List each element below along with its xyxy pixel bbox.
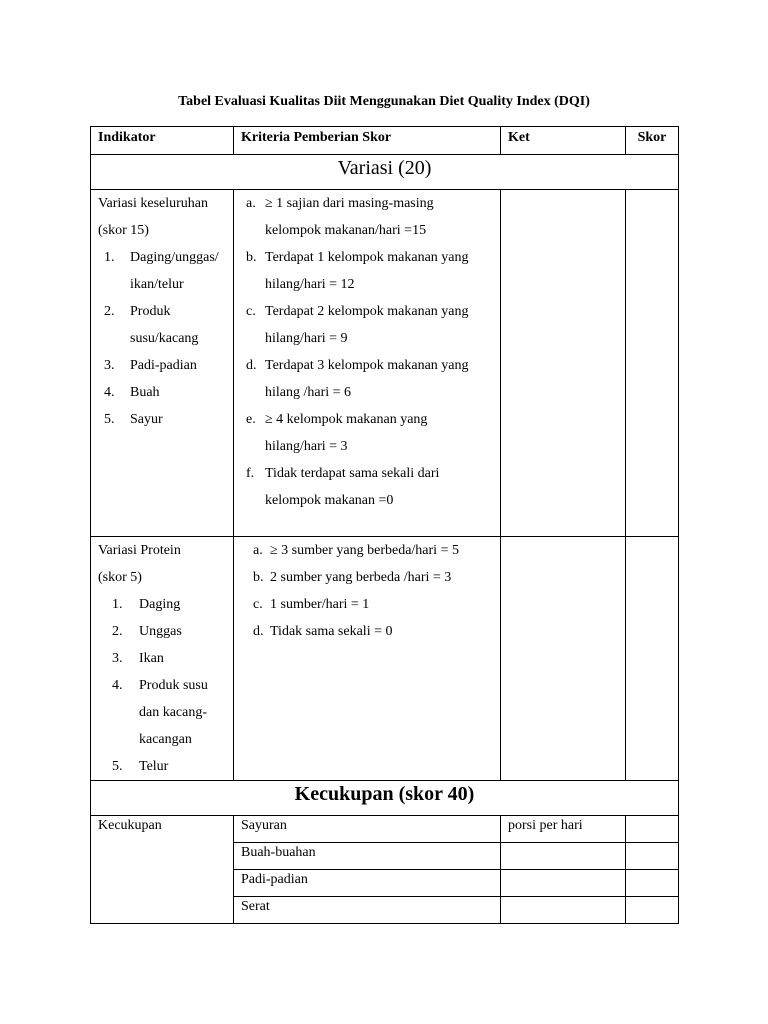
list-item [241,537,493,564]
indikator-label: Variasi Protein [98,543,181,558]
list-letter: c. [253,597,263,612]
indikator-skor: (skor 15) [98,223,149,238]
table-row-variasi-keseluruhan [91,190,679,537]
list-number: 1. [104,250,115,265]
list-text-cont: kelompok makanan/hari =15 [265,223,427,238]
skor-cell [626,870,679,897]
list-text: Padi-padian [130,358,197,373]
ket-cell [501,870,626,897]
list-letter: e. [246,412,256,427]
list-text: ≥ 3 sumber yang berbeda/hari = 5 [270,543,459,558]
indikator-list [98,591,226,780]
list-item [98,379,226,406]
list-text-cont: hilang/hari = 12 [265,277,355,292]
kecukupan-item: Sayuran [234,816,501,843]
header-kriteria: Kriteria Pemberian Skor [234,127,501,155]
skor-cell [626,843,679,870]
list-item [98,244,226,298]
list-text: Ikan [139,651,164,666]
table-row-kecukupan-1 [91,816,679,843]
list-text: Buah [130,385,160,400]
list-item [241,564,493,591]
list-text: Terdapat 3 kelompok makanan yang [265,358,469,373]
list-letter: a. [253,543,263,558]
kecukupan-item: Serat [234,897,501,924]
list-text-cont: hilang/hari = 9 [265,331,348,346]
list-item [241,190,493,244]
indikator-label: Variasi keseluruhan [98,196,209,211]
list-text: Terdapat 1 kelompok makanan yang [265,250,469,265]
list-number: 4. [112,678,123,693]
section-title-kecukupan: Kecukupan (skor 40) [91,781,679,816]
list-text: Produk susu [139,678,208,693]
list-letter: c. [246,304,256,319]
list-text-cont: hilang/hari = 3 [265,439,348,454]
dqi-evaluation-table [90,126,679,924]
indikator-skor: (skor 5) [98,570,142,585]
section-row-variasi [91,155,679,190]
list-letter: b. [253,570,264,585]
header-skor: Skor [626,127,679,155]
list-text: ≥ 1 sajian dari masing-masing [265,196,434,211]
list-item [98,298,226,352]
list-number: 1. [112,597,123,612]
skor-cell [626,897,679,924]
header-ket: Ket [501,127,626,155]
ket-cell [501,897,626,924]
list-item [98,618,226,645]
list-number: 5. [112,759,123,774]
list-item [98,591,226,618]
list-text: ≥ 4 kelompok makanan yang [265,412,428,427]
list-item [98,672,226,753]
list-item [98,645,226,672]
list-text: Unggas [139,624,182,639]
list-number: 4. [104,385,115,400]
list-item [241,352,493,406]
list-number: 2. [112,624,123,639]
table-row-variasi-protein [91,537,679,781]
kecukupan-item: Buah-buahan [234,843,501,870]
kriteria-variasi-keseluruhan [234,190,501,537]
list-text: Daging [139,597,181,612]
indikator-variasi-keseluruhan [91,190,234,537]
list-text-cont: kelompok makanan =0 [265,493,394,508]
ket-cell [501,537,626,781]
list-text: Daging/unggas/ [130,250,219,265]
skor-cell [626,190,679,537]
skor-cell [626,537,679,781]
ket-cell [501,190,626,537]
list-text-cont: ikan/telur [130,277,184,292]
ket-cell: porsi per hari [501,816,626,843]
document-title: Tabel Evaluasi Kualitas Diit Menggunakan Diet Quality Index (DQI) [178,94,590,109]
kriteria-variasi-protein [234,537,501,781]
indikator-variasi-protein [91,537,234,781]
list-number: 3. [112,651,123,666]
list-letter: f. [246,466,255,481]
list-number: 5. [104,412,115,427]
skor-cell [626,816,679,843]
section-row-kecukupan [91,781,679,816]
list-text-cont: dan kacang- [139,705,208,720]
list-text: Tidak sama sekali = 0 [270,624,393,639]
list-letter: b. [246,250,257,265]
list-item [241,406,493,460]
ket-cell [501,843,626,870]
list-letter: d. [246,358,257,373]
list-letter: d. [253,624,264,639]
kecukupan-item: Padi-padian [234,870,501,897]
list-text: Sayur [130,412,163,427]
table-header-row [91,127,679,155]
list-item [98,406,226,433]
list-text: Terdapat 2 kelompok makanan yang [265,304,469,319]
list-text: 2 sumber yang berbeda /hari = 3 [270,570,452,585]
list-item [241,298,493,352]
list-item [241,618,493,645]
list-text: Produk [130,304,171,319]
list-item [98,753,226,780]
list-item [98,352,226,379]
list-number: 3. [104,358,115,373]
list-text-cont: hilang /hari = 6 [265,385,352,400]
list-item [241,460,493,514]
list-text-cont: susu/kacang [130,331,199,346]
list-text-cont: kacangan [139,732,192,747]
list-text: Tidak terdapat sama sekali dari [265,466,440,481]
header-indikator: Indikator [91,127,234,155]
list-number: 2. [104,304,115,319]
list-letter: a. [246,196,256,211]
list-item [241,591,493,618]
list-item [241,244,493,298]
kriteria-list [241,190,493,514]
section-title-variasi: Variasi (20) [91,155,679,190]
list-text: Telur [139,759,169,774]
indikator-kecukupan: Kecukupan [91,816,234,924]
indikator-list [98,244,226,433]
list-text: 1 sumber/hari = 1 [270,597,370,612]
kriteria-list [241,537,493,645]
